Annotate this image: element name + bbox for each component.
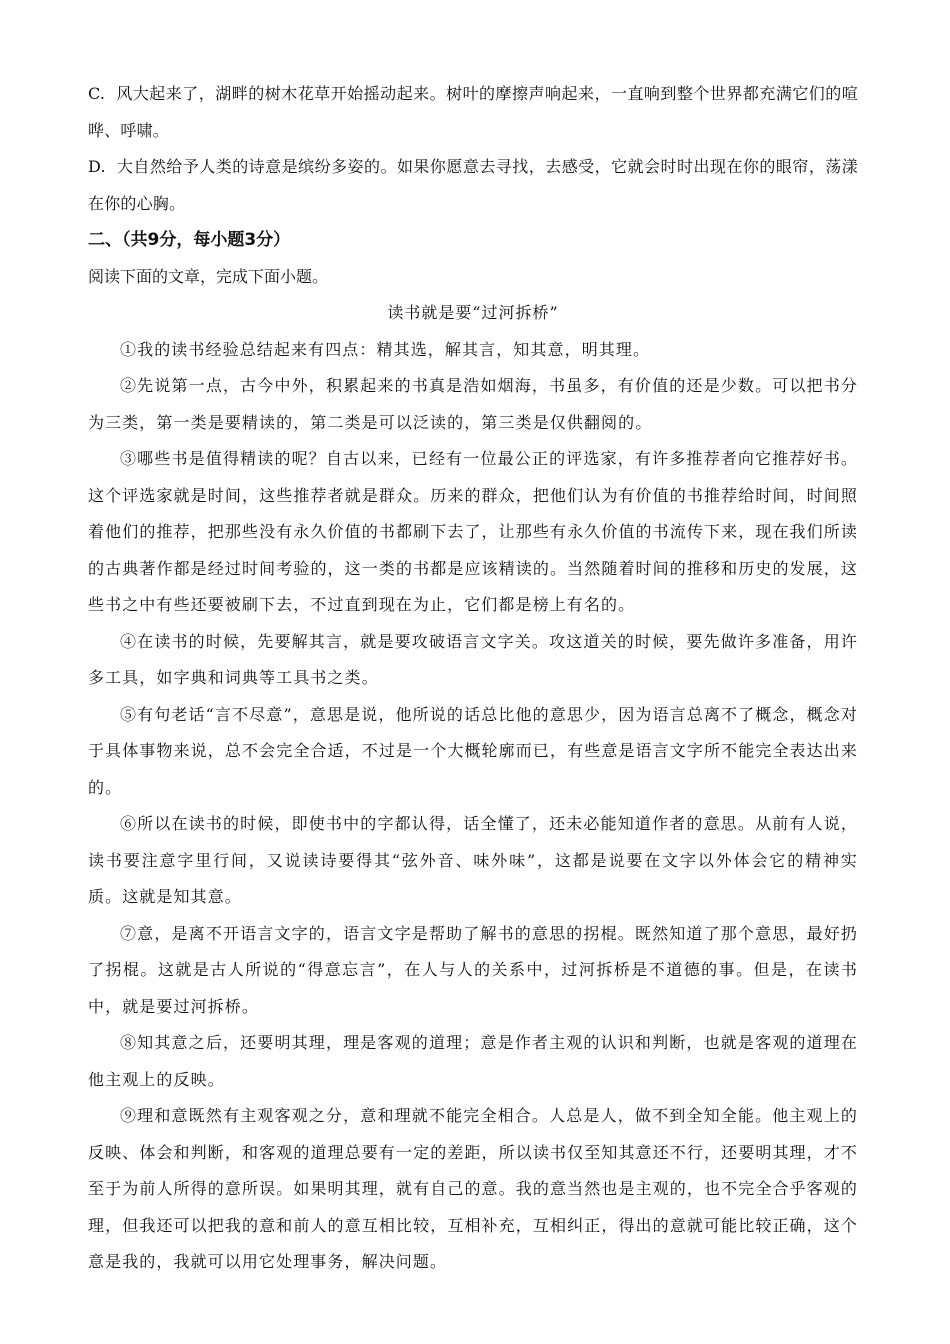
option-c-text: 风大起来了，湖畔的树木花草开始摇动起来。树叶的摩擦声响起来，一直响到整个世界都充满它们的喧哗、呼啸。 bbox=[88, 84, 858, 140]
option-c-label: C. bbox=[88, 84, 106, 103]
section-heading: 二、（共9分，每小题3分） bbox=[88, 230, 291, 250]
article-paragraph-9: ⑨理和意既然有主观客观之分，意和理就不能完全相合。人总是人，做不到全知全能。他主观上的反映、体会和判断，和客观的道理总要有一定的差距，所以读书仅至知其意还不行，还要明其理，才不至于为前人所得的意所误。如果明其理，就有自己的意。我的意当然也是主观的，也不完全合乎客观的理，但我还可以把我的意和前人的意互相比较，互相补充，互相纠正，得出的意就可能比较正确，这个意是我的，我就可以用它处理事务，解决问题。 bbox=[88, 1106, 858, 1271]
option-d bbox=[88, 149, 858, 222]
article-paragraph-5: ⑤有句老话“言不尽意”，意思是说，他所说的话总比他的意思少，因为语言总离不了概念，概念对于具体事物来说，总不会完全合适，不过是一个大概轮廓而已，有些意是语言文字所不能完全表达出来的。 bbox=[88, 704, 858, 797]
article-paragraph-8: ⑧知其意之后，还要明其理，理是客观的道理；意是作者主观的认识和判断，也就是客观的道理在他主观上的反映。 bbox=[88, 1033, 858, 1089]
article-paragraph-7: ⑦意，是离不开语言文字的，语言文字是帮助了解书的意思的拐棍。既然知道了那个意思，最好扔了拐棍。这就是古人所说的“得意忘言”，在人与人的关系中，过河拆桥是不道德的事。但是，在读书中，就是要过河拆桥。 bbox=[88, 923, 858, 1016]
article-paragraph-3: ③哪些书是值得精读的呢？自古以来，已经有一位最公正的评选家，有许多推荐者向它推荐好书。这个评选家就是时间，这些推荐者就是群众。历来的群众，把他们认为有价值的书推荐给时间，时间照着他们的推荐，把那些没有永久价值的书都刷下去了，让那些有永久价值的书流传下来，现在我们所读的古典著作都是经过时间考验的，这一类的书都是应该精读的。当然随着时间的推移和历史的发展，这些书之中有些还要被刷下去，不过直到现在为止，它们都是榜上有名的。 bbox=[88, 449, 858, 614]
article-paragraph-1: ①我的读书经验总结起来有四点：精其选，解其言，知其意，明其理。 bbox=[120, 339, 651, 359]
article-paragraph-6: ⑥所以在读书的时候，即使书中的字都认得，话全懂了，还未必能知道作者的意思。从前有人说，读书要注意字里行间，又说读诗要得其“弦外音、味外味”，这都是说要在文字以外体会它的精神实质。这就是知其意。 bbox=[88, 814, 858, 906]
option-d-label: D. bbox=[88, 157, 106, 176]
option-c bbox=[88, 76, 858, 149]
option-d-text: 大自然给予人类的诗意是缤纷多姿的。如果你愿意去寻找，去感受，它就会时时出现在你的眼帘，荡漾在你的心胸。 bbox=[88, 157, 858, 213]
article-paragraph-2: ②先说第一点，古今中外，积累起来的书真是浩如烟海，书虽多，有价值的还是少数。可以把书分为三类，第一类是要精读的，第二类是可以泛读的，第三类是仅供翻阅的。 bbox=[88, 376, 858, 432]
section-intro: 阅读下面的文章，完成下面小题。 bbox=[88, 266, 329, 286]
article-title: 读书就是要“过河拆桥” bbox=[387, 303, 559, 322]
article-paragraph-4: ④在读书的时候，先要解其言，就是要攻破语言文字关。攻这道关的时候，要先做许多准备，用许多工具，如字典和词典等工具书之类。 bbox=[88, 631, 858, 687]
